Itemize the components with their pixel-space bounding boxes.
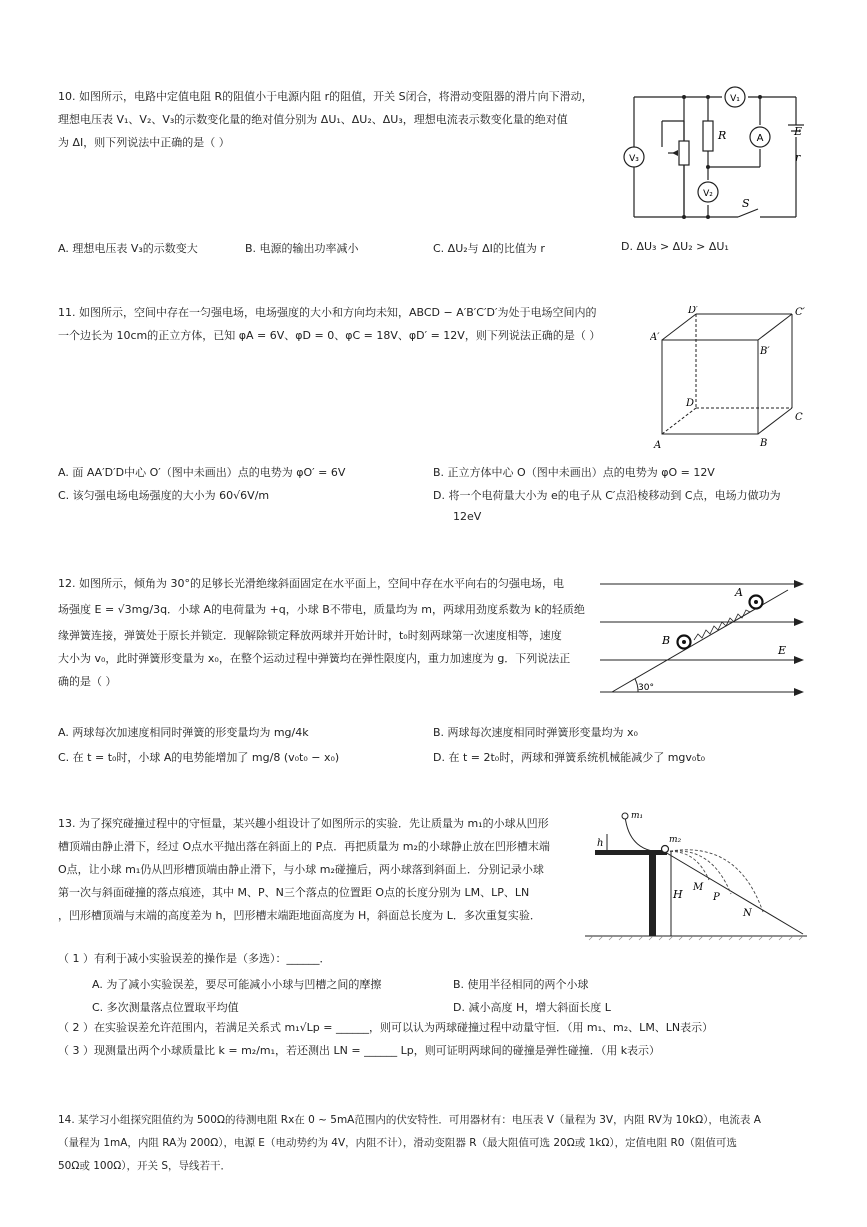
q11-option-d-cont: 12eV bbox=[453, 510, 482, 523]
switch-label: S bbox=[742, 197, 750, 210]
r-label: R bbox=[718, 129, 727, 142]
q13-sub1: （ 1 ）有利于减小实验误差的操作是（多选）：______． bbox=[58, 952, 331, 965]
q13-option-d: D. 减小高度 H，增大斜面长度 L bbox=[453, 1001, 611, 1014]
m2-label: m₂ bbox=[669, 835, 682, 845]
q13-option-c: C. 多次测量落点位置取平均值 bbox=[92, 1001, 239, 1014]
q13-line-2: 槽顶端由静止滑下，经过 O点水平抛出落在斜面上的 P点．再把质量为 m₂的小球静止放在凹形槽末端 bbox=[58, 840, 550, 853]
label-b-prime: B′ bbox=[760, 346, 770, 357]
q11-option-a: A. 面 AA′D′D中心 O′（图中未画出）点的电势为 φO′ = 6V bbox=[58, 466, 346, 479]
big-h-label: H bbox=[673, 888, 683, 901]
internal-r-label: r bbox=[795, 151, 801, 164]
q10-option-a: A. 理想电压表 V₃的示数变大 bbox=[58, 242, 198, 255]
ball-m1 bbox=[622, 813, 628, 819]
q13-option-a: A. 为了减小实验误差，要尽可能减小小球与凹槽之间的摩擦 bbox=[92, 978, 382, 991]
support-post bbox=[649, 854, 656, 936]
v1-label: V₁ bbox=[730, 94, 740, 104]
ammeter-label: A bbox=[756, 133, 764, 144]
q11-line-1: 11. 如图所示，空间中存在一匀强电场，电场强度的大小和方向均未知，ABCD − A′B′C′D′为处于电场空间内的 bbox=[58, 306, 597, 319]
label-a: A bbox=[654, 440, 662, 451]
q10-option-d: D. ΔU₃ > ΔU₂ > ΔU₁ bbox=[621, 240, 729, 253]
question-10 bbox=[0, 0, 867, 270]
rheostat bbox=[679, 141, 689, 165]
q13-line-4: 第一次与斜面碰撞的落点痕迹，其中 M、P、N三个落点的位置距 O点的长度分别为 LM、LP、LN bbox=[58, 886, 530, 899]
question-11 bbox=[0, 290, 867, 530]
m1-label: m₁ bbox=[631, 811, 644, 821]
q11-cube-figure bbox=[650, 306, 810, 454]
groove-platform bbox=[595, 850, 667, 855]
point-m-label: M bbox=[693, 882, 704, 893]
q12-incline-figure bbox=[598, 572, 808, 698]
label-c: C bbox=[795, 412, 803, 423]
q10-line-1: 10. 如图所示，电路中定值电阻 R的阻值小于电源内阻 r的阻值，开关 S闭合，将滑动变阻器的滑片向下滑动， bbox=[58, 90, 593, 103]
question-12 bbox=[0, 570, 867, 770]
q10-option-b: B. 电源的输出功率减小 bbox=[245, 242, 359, 255]
v3-label: V₃ bbox=[629, 154, 639, 164]
q10-option-c: C. ΔU₂与 ΔI的比值为 r bbox=[433, 242, 545, 255]
ball-m2 bbox=[662, 846, 669, 853]
h-label: h bbox=[597, 838, 604, 849]
q10-line-2: 理想电压表 V₁、V₂、V₃的示数变化量的绝对值分别为 ΔU₁、ΔU₂、ΔU₃，理想电流表示数变化量的绝对值 bbox=[58, 113, 568, 126]
q12-line-1: 12. 如图所示，倾角为 30°的足够长光滑绝缘斜面固定在水平面上，空间中存在水平向右的匀强电场，电 bbox=[58, 577, 564, 590]
q11-line-2: 一个边长为 10cm的正立方体，已知 φA = 6V、φD = 0、φC = 18V、φD′ = 12V，则下列说法正确的是（ ） bbox=[58, 329, 601, 342]
resistor-r bbox=[703, 121, 713, 151]
point-n-label: N bbox=[743, 908, 752, 919]
label-a-prime: A′ bbox=[650, 332, 660, 343]
q13-line-5: ，凹形槽顶端与末端的高度差为 h，凹形槽末端距地面高度为 H，斜面总长度为 L．多次重复实验． bbox=[58, 909, 541, 922]
emf-label: E bbox=[794, 125, 803, 138]
q13-collision-figure bbox=[585, 808, 810, 943]
q13-option-b: B. 使用半径相同的两个小球 bbox=[453, 978, 589, 991]
q11-option-c: C. 该匀强电场电场强度的大小为 60√6V/m bbox=[58, 489, 270, 502]
label-e: E bbox=[778, 644, 787, 657]
label-d-prime: D′ bbox=[688, 306, 699, 316]
q14-line-1: 14. 某学习小组探究阻值约为 500Ω的待测电阻 Rx在 0 ~ 5mA范围内的伏安特性．可用器材有：电压表 V（量程为 3V，内阻 RV为 10kΩ），电流表 A bbox=[58, 1114, 761, 1126]
label-b: B bbox=[760, 438, 768, 449]
q12-line-3: 缘弹簧连接，弹簧处于原长并锁定．现解除锁定释放两球并开始计时，t₀时刻两球第一次速度相等，速度 bbox=[58, 629, 562, 642]
q12-option-c: C. 在 t = t₀时，小球 A的电势能增加了 mg/8 (v₀t₀ − x₀) bbox=[58, 751, 340, 764]
q12-option-d: D. 在 t = 2t₀时，两球和弹簧系统机械能减少了 mgv₀t₀ bbox=[433, 751, 706, 764]
question-13 bbox=[0, 800, 867, 1070]
angle-label: 30° bbox=[638, 683, 654, 693]
q11-option-d: D. 将一个电荷量大小为 e的电子从 C′点沿棱移动到 C点，电场力做功为 bbox=[433, 489, 781, 502]
q14-line-3: 50Ω或 100Ω），开关 S，导线若干． bbox=[58, 1160, 232, 1172]
q14-line-2: （量程为 1mA，内阻 RA为 200Ω），电源 E（电动势约为 4V，内阻不计），滑动变阻器 R（最大阻值可选 20Ω或 1kΩ），定值电阻 R0（阻值可选 bbox=[58, 1137, 737, 1149]
label-a: A bbox=[735, 586, 743, 599]
q13-line-1: 13. 为了探究碰撞过程中的守恒量，某兴趣小组设计了如图所示的实验．先让质量为 m₁的小球从凹形 bbox=[58, 817, 549, 830]
q12-line-2: 场强度 E = √3mg/3q．小球 A的电荷量为 +q，小球 B不带电，质量均为 m，两球用劲度系数为 k的轻质绝 bbox=[58, 603, 585, 616]
q12-option-b: B. 两球每次速度相同时弹簧形变量均为 x₀ bbox=[433, 726, 638, 739]
point-p-label: P bbox=[713, 892, 720, 903]
q13-sub3: （ 3 ）现测量出两个小球质量比 k = m₂/m₁，若还测出 LN = ______ Lp，则可证明两球间的碰撞是弹性碰撞．（用 k表示） bbox=[58, 1044, 661, 1057]
q10-line-3: 为 ΔI，则下列说法中正确的是（ ） bbox=[58, 136, 230, 149]
q10-circuit-figure bbox=[620, 85, 810, 225]
label-c-prime: C′ bbox=[795, 307, 805, 318]
q11-option-b: B. 正立方体中心 O（图中未画出）点的电势为 φO = 12V bbox=[433, 466, 715, 479]
q13-line-3: O点，让小球 m₁仍从凹形槽顶端由静止滑下，与小球 m₂碰撞后，两小球落到斜面上．分别记录小球 bbox=[58, 863, 544, 876]
spring bbox=[694, 610, 750, 640]
q12-line-5: 确的是（ ） bbox=[58, 675, 117, 688]
question-14 bbox=[0, 1100, 867, 1190]
label-b: B bbox=[662, 634, 671, 647]
label-d: D bbox=[686, 398, 695, 409]
q13-sub2: （ 2 ）在实验误差允许范围内，若满足关系式 m₁√Lp = ______，则可以认为两球碰撞过程中动量守恒．（用 m₁、m₂、LM、LN表示） bbox=[58, 1021, 714, 1034]
v2-label: V₂ bbox=[703, 189, 713, 199]
q12-line-4: 大小为 v₀，此时弹簧形变量为 x₀，在整个运动过程中弹簧均在弹性限度内，重力加速度为 g．下列说法正 bbox=[58, 652, 571, 665]
q12-option-a: A. 两球每次加速度相同时弹簧的形变量均为 mg/4k bbox=[58, 726, 309, 739]
